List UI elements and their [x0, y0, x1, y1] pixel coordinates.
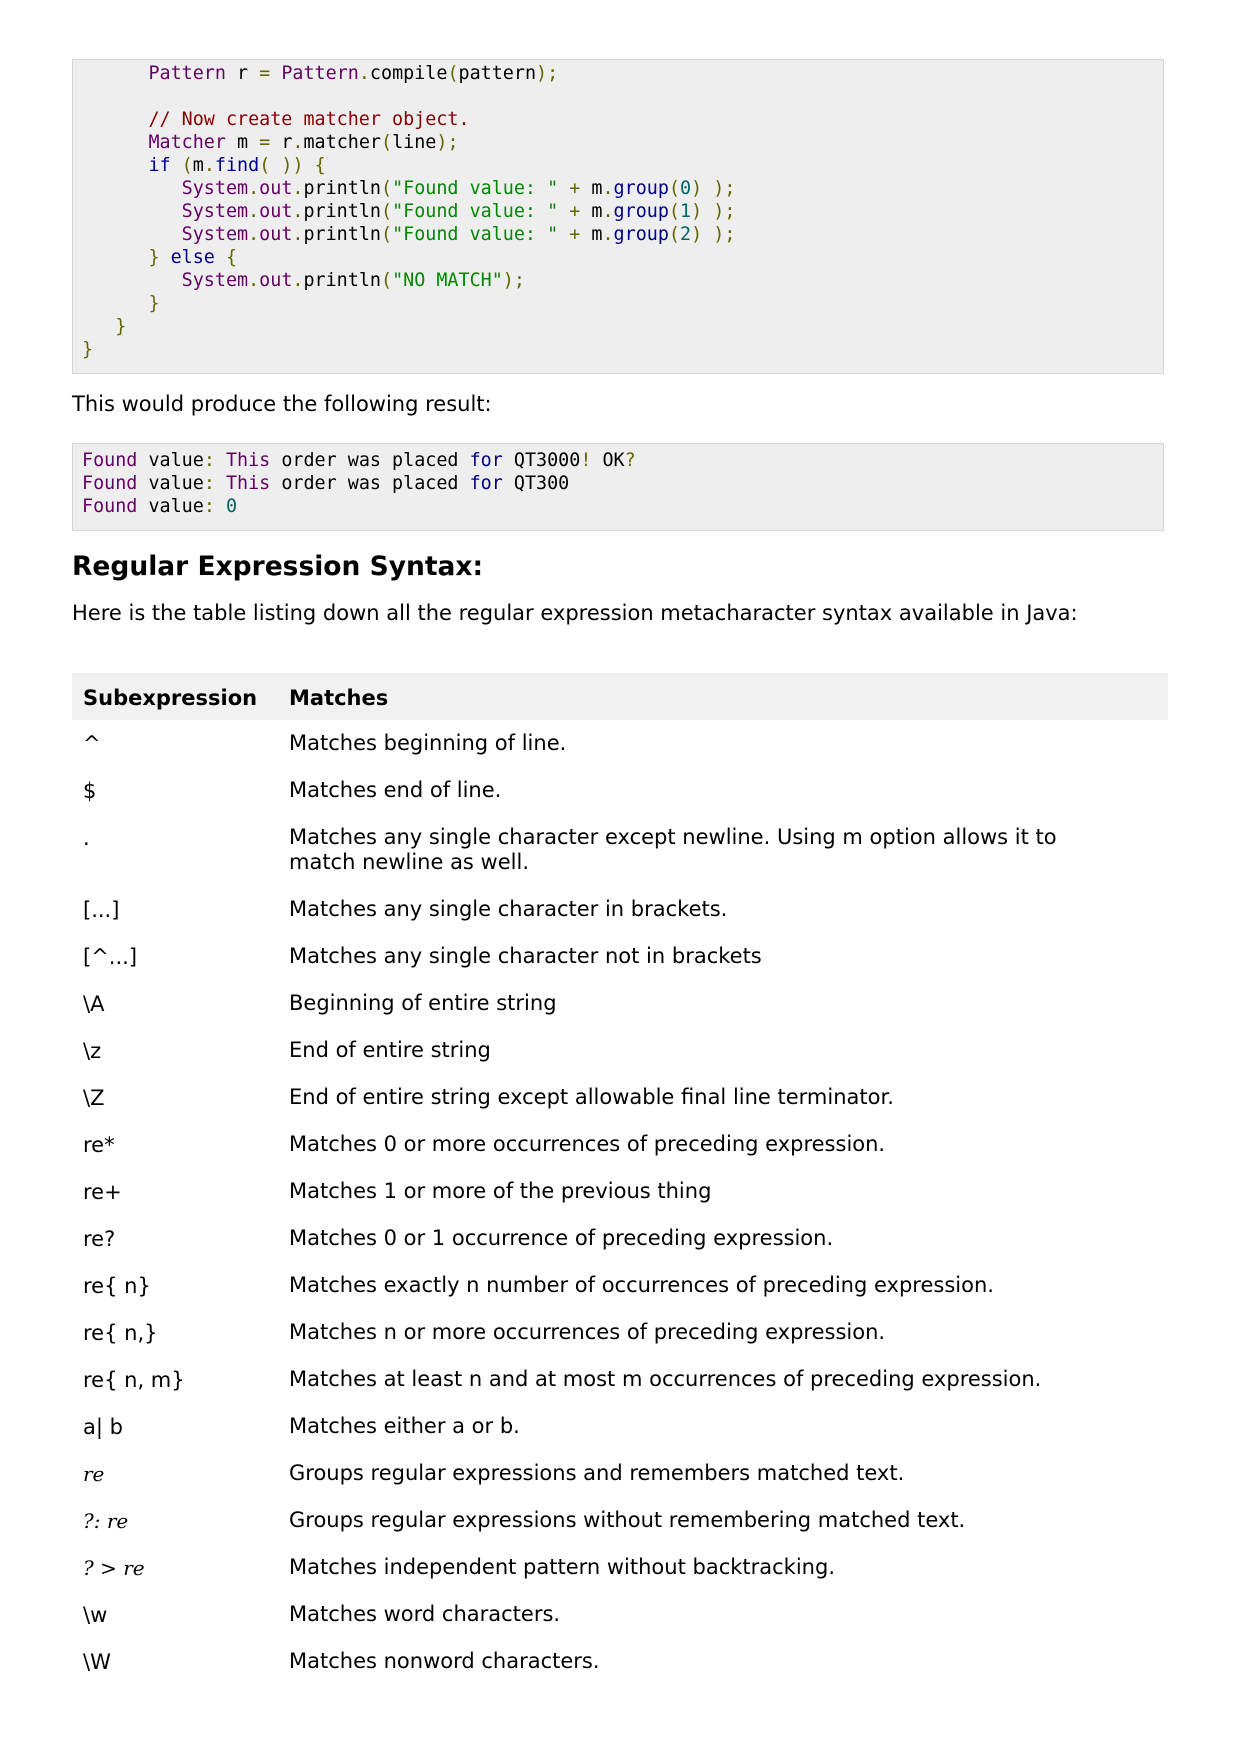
matches-cell: Matches exactly n number of occurrences of preceding expression. — [289, 1273, 994, 1297]
subexpression-cell: re{ n, m} — [83, 1368, 185, 1392]
subexpression-cell: \w — [83, 1603, 108, 1627]
subexpression-cell: \A — [83, 992, 105, 1016]
subexpression-cell: \z — [83, 1039, 102, 1063]
matches-cell: Matches beginning of line. — [289, 731, 567, 755]
subexpression-cell: re? — [83, 1227, 116, 1251]
code-line: System.out.println("NO MATCH"); — [181, 270, 525, 291]
code-line: System.out.println("Found value: " + m.group(0) ); — [181, 178, 736, 199]
subexpression-cell: [^...] — [83, 945, 138, 969]
table-intro-text: Here is the table listing down all the regular expression metacharacter syntax available in Java: — [72, 601, 1078, 625]
matches-cell: Matches 0 or more occurrences of preceding expression. — [289, 1132, 886, 1156]
code-line: Matcher m = r.matcher(line); — [148, 132, 459, 153]
matches-cell: Matches 1 or more of the previous thing — [289, 1179, 712, 1203]
code-line: // Now create matcher object. — [148, 109, 470, 130]
code-line: if (m.find( )) { — [148, 155, 326, 176]
matches-cell: Matches either a or b. — [289, 1414, 520, 1438]
subexpression-cell: \Z — [83, 1086, 105, 1110]
matches-cell: Matches any single character not in brackets — [289, 944, 762, 968]
table-header-matches: Matches — [289, 686, 389, 710]
subexpression-cell: re — [83, 1462, 105, 1486]
matches-cell: Matches independent pattern without backtracking. — [289, 1555, 835, 1579]
code-line: Found value: This order was placed for QT300 — [82, 473, 570, 494]
result-intro-text: This would produce the following result: — [72, 392, 492, 416]
matches-cell: Beginning of entire string — [289, 991, 557, 1015]
code-line: Pattern r = Pattern.compile(pattern); — [148, 63, 559, 84]
subexpression-cell: \W — [83, 1650, 111, 1674]
matches-cell: Matches end of line. — [289, 778, 502, 802]
code-line: } — [115, 316, 127, 337]
matches-cell: End of entire string except allowable final line terminator. — [289, 1085, 894, 1109]
subexpression-cell: $ — [83, 779, 97, 803]
table-header-subexpression: Subexpression — [83, 686, 258, 710]
matches-cell: Matches at least n and at most m occurrences of preceding expression. — [289, 1367, 1042, 1391]
subexpression-cell: a| b — [83, 1415, 123, 1439]
matches-cell: Matches n or more occurrences of preceding expression. — [289, 1320, 886, 1344]
code-line: } — [82, 339, 94, 360]
code-line: } else { — [148, 247, 238, 268]
matches-cell: Matches 0 or 1 occurrence of preceding expression. — [289, 1226, 834, 1250]
code-line: System.out.println("Found value: " + m.group(1) ); — [181, 201, 736, 222]
matches-cell: Matches word characters. — [289, 1602, 561, 1626]
code-line: Found value: 0 — [82, 496, 238, 517]
subexpression-cell: re+ — [83, 1180, 122, 1204]
subexpression-cell: ?: re — [83, 1509, 129, 1533]
matches-cell: Matches any single character except newline. Using m option allows it to match newline as well. — [289, 825, 1057, 874]
table-header-row — [72, 673, 1168, 720]
matches-cell: End of entire string — [289, 1038, 491, 1062]
section-heading: Regular Expression Syntax: — [72, 551, 484, 582]
matches-cell: Groups regular expressions without remembering matched text. — [289, 1508, 966, 1532]
subexpression-cell: ^ — [83, 732, 101, 756]
subexpression-cell: . — [83, 826, 90, 850]
code-block-output — [72, 443, 1164, 531]
subexpression-cell: re* — [83, 1133, 115, 1157]
code-line: Found value: This order was placed for QT3000! OK? — [82, 450, 636, 471]
subexpression-cell: ? > re — [83, 1556, 145, 1580]
subexpression-cell: re{ n} — [83, 1274, 151, 1298]
code-block-java — [72, 59, 1164, 374]
matches-cell: Groups regular expressions and remembers matched text. — [289, 1461, 905, 1485]
matches-cell: Matches any single character in brackets. — [289, 897, 728, 921]
matches-cell: Matches nonword characters. — [289, 1649, 600, 1673]
code-line: System.out.println("Found value: " + m.group(2) ); — [181, 224, 736, 245]
subexpression-cell: re{ n,} — [83, 1321, 158, 1345]
subexpression-cell: [...] — [83, 898, 120, 922]
code-line: } — [148, 293, 160, 314]
